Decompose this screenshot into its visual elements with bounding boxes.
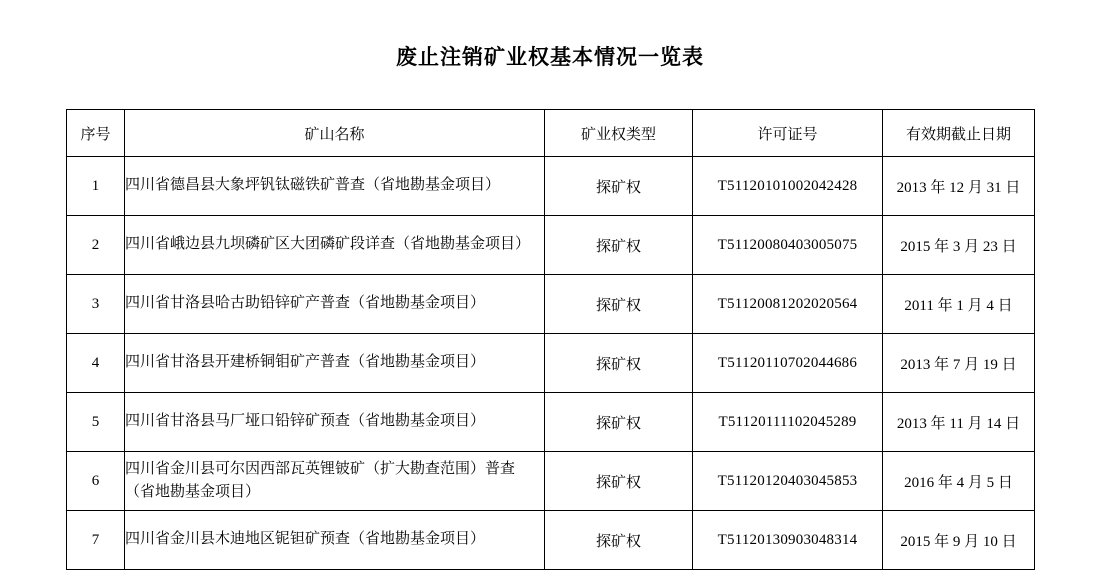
cell-right-type: 探矿权 <box>545 334 693 393</box>
cell-license-no: T51120081202020564 <box>693 275 883 334</box>
table-container <box>66 109 1034 570</box>
cell-license-no: T51120120403045853 <box>693 452 883 511</box>
cell-no: 5 <box>67 393 125 452</box>
cell-expiry-date: 2013 年 11 月 14 日 <box>883 393 1035 452</box>
cell-expiry-date: 2013 年 12 月 31 日 <box>883 157 1035 216</box>
cell-no: 3 <box>67 275 125 334</box>
cell-expiry-date: 2015 年 3 月 23 日 <box>883 216 1035 275</box>
cell-no: 2 <box>67 216 125 275</box>
table-row <box>67 216 1035 275</box>
cell-mine-name-line1: 四川省金川县可尔因西部瓦英锂铍矿（扩大勘查范围）普查 <box>125 460 516 477</box>
cell-expiry-date: 2011 年 1 月 4 日 <box>883 275 1035 334</box>
cell-mine-name-line1: 四川省甘洛县开建桥铜钼矿产普查（省地勘基金项目） <box>125 354 486 371</box>
cell-no: 4 <box>67 334 125 393</box>
cell-mine-name <box>125 275 545 334</box>
table-header-row <box>67 110 1035 157</box>
table-row <box>67 452 1035 511</box>
cell-right-type: 探矿权 <box>545 452 693 511</box>
column-header-license-no: 许可证号 <box>693 110 883 157</box>
cell-license-no: T51120080403005075 <box>693 216 883 275</box>
cell-mine-name-line1: 四川省甘洛县哈古助铅锌矿产普查（省地勘基金项目） <box>125 295 486 312</box>
cell-mine-name-line2: （省地勘基金项目） <box>125 484 261 500</box>
page-title: 废止注销矿业权基本情况一览表 <box>396 46 704 69</box>
table-row <box>67 334 1035 393</box>
cell-license-no: T51120130903048314 <box>693 511 883 570</box>
cell-mine-name <box>125 511 545 570</box>
cell-no: 7 <box>67 511 125 570</box>
cell-expiry-date: 2015 年 9 月 10 日 <box>883 511 1035 570</box>
cell-mine-name-line1: 四川省峨边县九坝磷矿区大团磷矿段详查（省地勘基金项目） <box>125 236 531 253</box>
table-body <box>67 157 1035 570</box>
cell-expiry-date: 2016 年 4 月 5 日 <box>883 452 1035 511</box>
table-row <box>67 157 1035 216</box>
cell-no: 6 <box>67 452 125 511</box>
cell-mine-name-line1: 四川省德昌县大象坪钒钛磁铁矿普查（省地勘基金项目） <box>125 177 501 194</box>
cell-license-no: T51120110702044686 <box>693 334 883 393</box>
cell-mine-name <box>125 157 545 216</box>
column-header-right-type: 矿业权类型 <box>545 110 693 157</box>
table-row <box>67 275 1035 334</box>
column-header-expiry-date: 有效期截止日期 <box>883 110 1035 157</box>
cell-license-no: T51120111102045289 <box>693 393 883 452</box>
cell-no: 1 <box>67 157 125 216</box>
cell-right-type: 探矿权 <box>545 393 693 452</box>
cell-right-type: 探矿权 <box>545 157 693 216</box>
cell-mine-name <box>125 393 545 452</box>
column-header-mine-name: 矿山名称 <box>125 110 545 157</box>
table-row <box>67 393 1035 452</box>
cell-right-type: 探矿权 <box>545 216 693 275</box>
cell-mine-name-line1: 四川省甘洛县马厂垭口铅锌矿预查（省地勘基金项目） <box>125 413 486 430</box>
table-header <box>67 110 1035 157</box>
cell-license-no: T51120101002042428 <box>693 157 883 216</box>
cell-expiry-date: 2013 年 7 月 19 日 <box>883 334 1035 393</box>
table-row <box>67 511 1035 570</box>
cell-mine-name-line1: 四川省金川县木迪地区铌钽矿预查（省地勘基金项目） <box>125 531 486 548</box>
mining-rights-table <box>66 109 1035 570</box>
cell-right-type: 探矿权 <box>545 511 693 570</box>
column-header-no: 序号 <box>67 110 125 157</box>
cell-mine-name <box>125 452 545 511</box>
cell-mine-name <box>125 216 545 275</box>
cell-right-type: 探矿权 <box>545 275 693 334</box>
cell-mine-name <box>125 334 545 393</box>
